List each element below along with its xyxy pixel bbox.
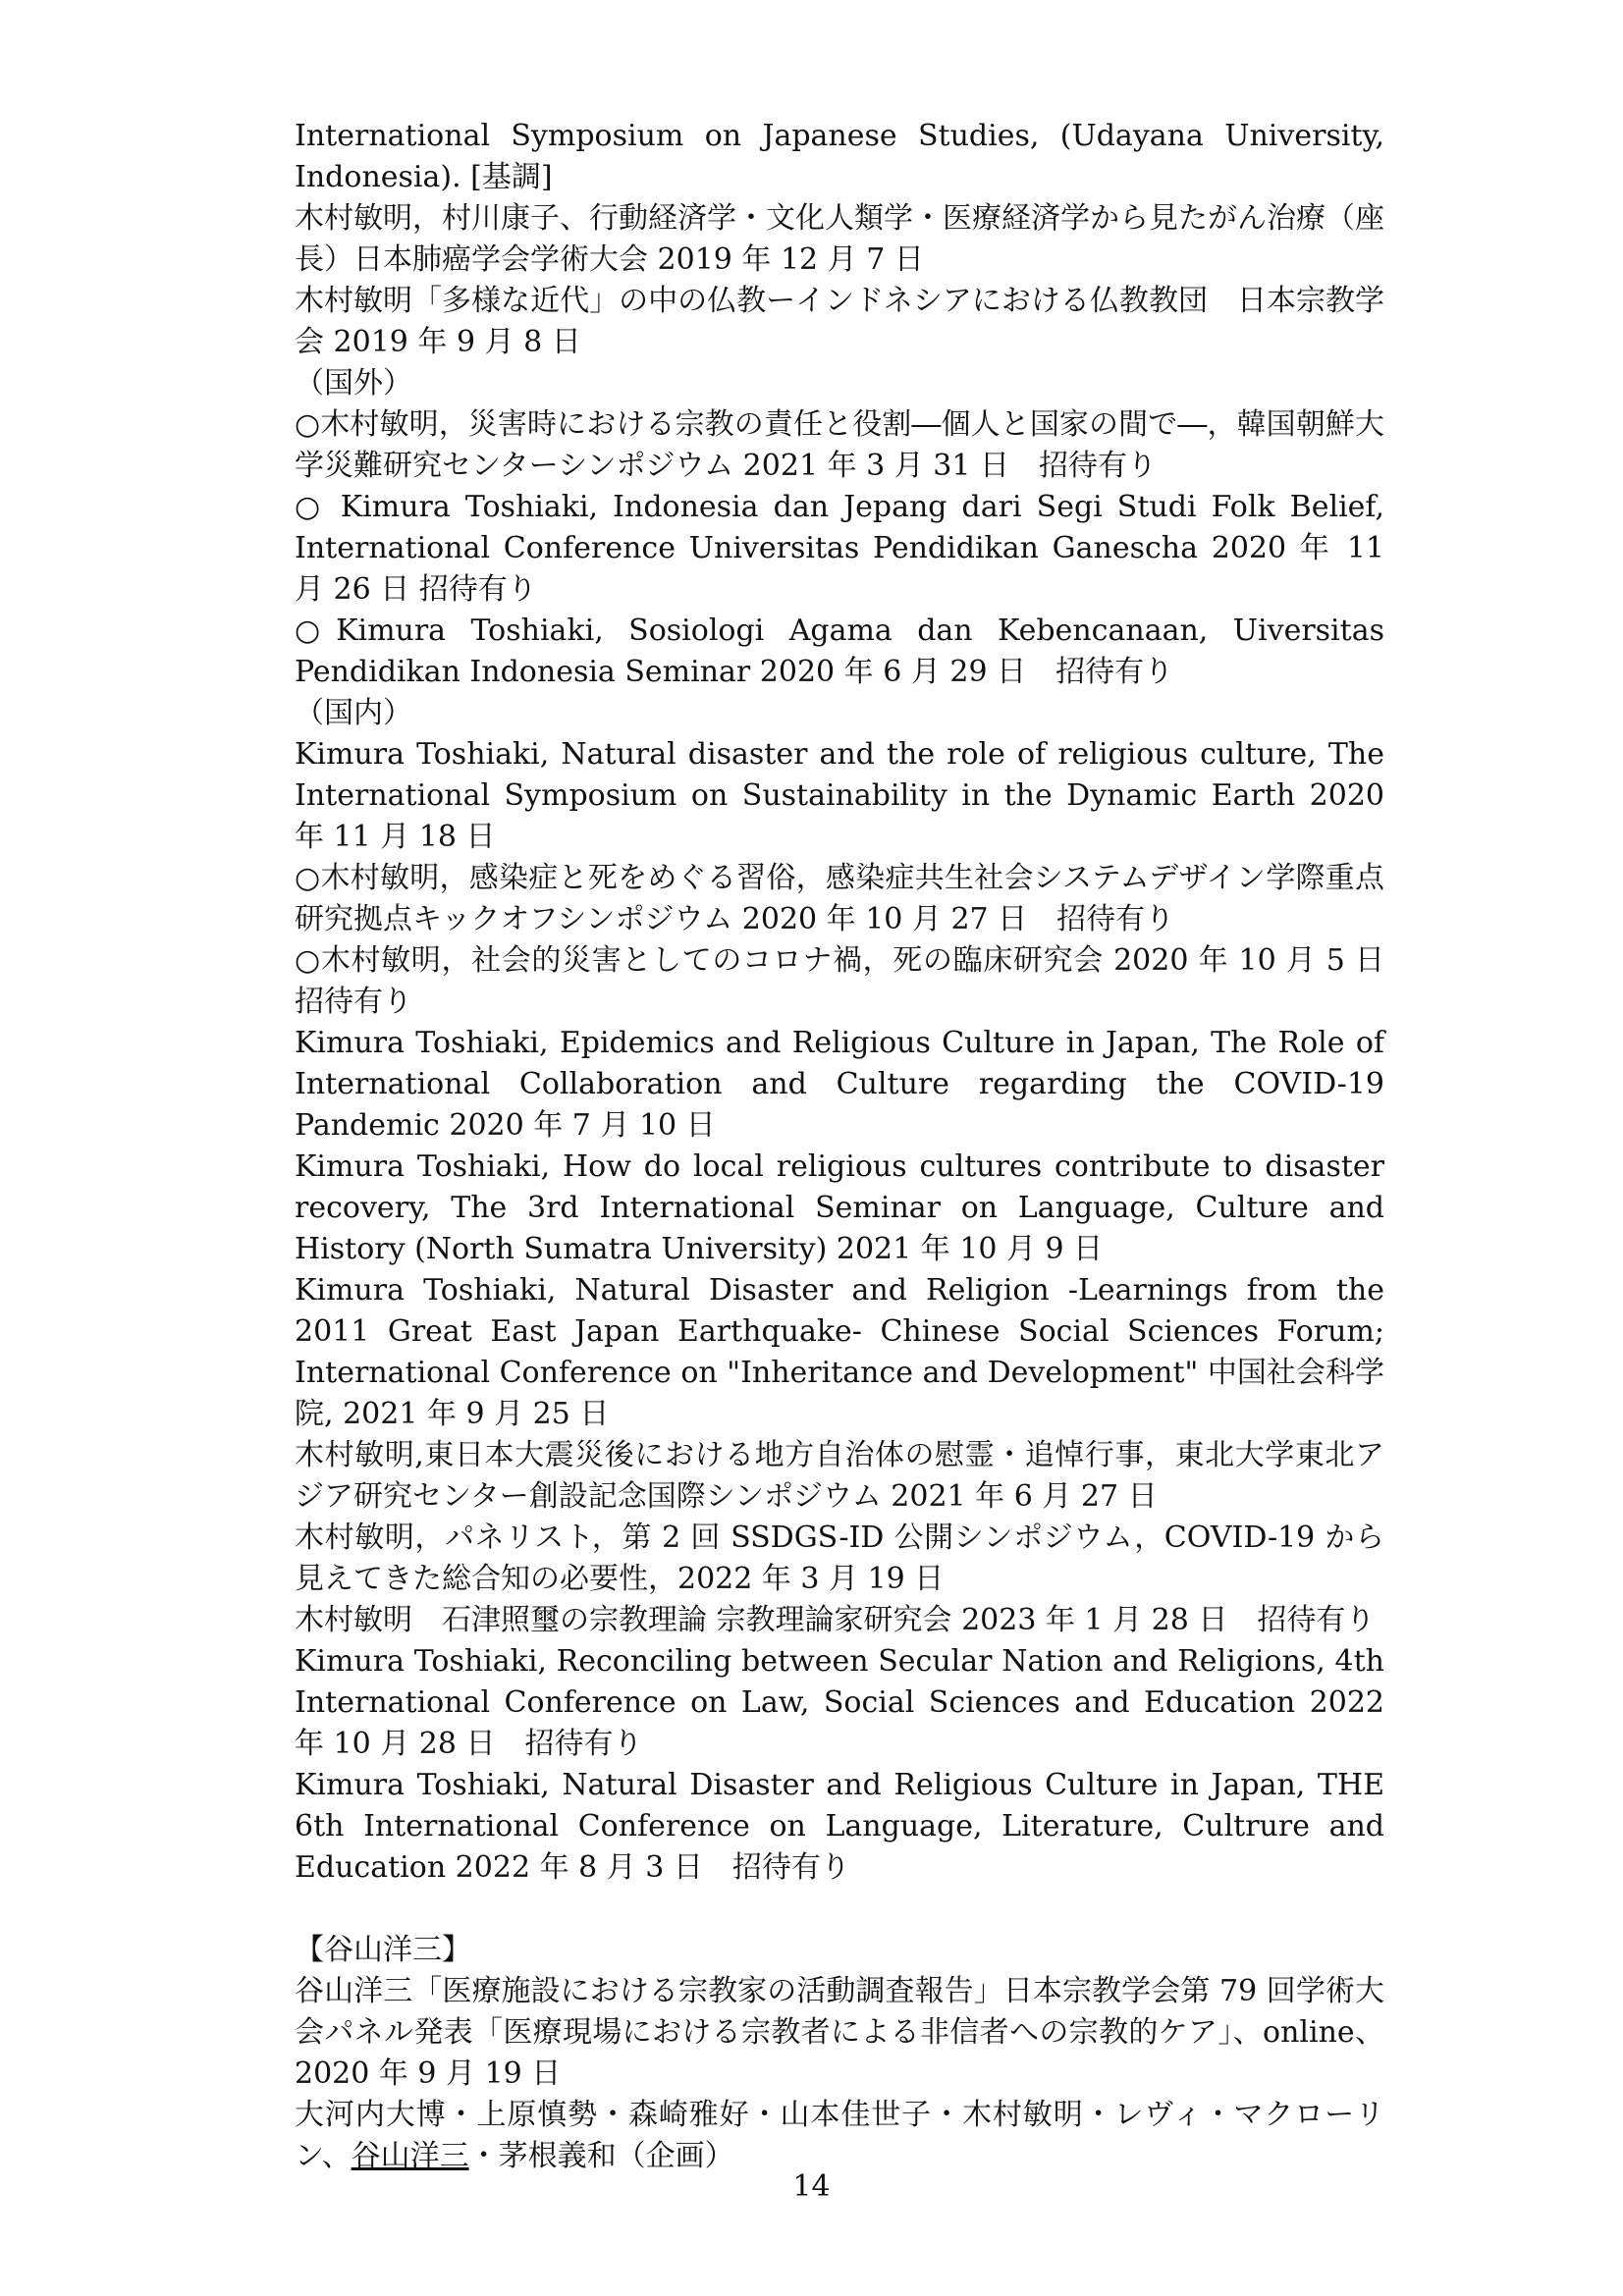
entry-text: ・茅根義和（企画） [468, 2139, 734, 2173]
entry: Kimura Toshiaki, Reconciling between Secular Nation and Religions, 4th International Conference on Law, Social Sciences and Education 2022 年 10 月 28 日 招待有り [295, 1644, 1384, 1761]
entry: Kimura Toshiaki, Natural Disaster and Religion -Learnings from the 2011 Great East Japan Earthquake- Chinese Social Sciences Forum; International Conference on "Inheritance and Development" 中国社会科学院, 2021 年 9 月 25 日 [295, 1273, 1384, 1431]
entry: ○ Kimura Toshiaki, Indonesia dan Jepang dari Segi Studi Folk Belief, International Conference Universitas Pendidikan Ganescha 2020 年 11 月 26 日 招待有り [295, 490, 1384, 607]
entry: 木村敏明，パネリスト，第 2 回 SSDGS-ID 公開シンポジウム，COVID-19 から見えてきた総合知の必要性，2022 年 3 月 19 日 [295, 1521, 1384, 1596]
entry: Kimura Toshiaki, Natural disaster and the role of religious culture, The International Symposium on Sustainability in the Dynamic Earth 2020 年 11 月 18 日 [295, 737, 1384, 854]
entry: Kimura Toshiaki, Epidemics and Religious Culture in Japan, The Role of International Collaboration and Culture regarding the COVID-19 Pandemic 2020 年 7 月 10 日 [295, 1026, 1384, 1143]
section-heading-taniyama: 【谷山洋三】 [295, 1933, 471, 1967]
entry [295, 2095, 1384, 2177]
entry: International Symposium on Japanese Studies, (Udayana University, Indonesia). [基調] [295, 119, 1384, 194]
underlined-author: 谷山洋三 [351, 2139, 469, 2173]
entry: ○木村敏明，感染症と死をめぐる習俗，感染症共生社会システムデザイン学際重点研究拠点キックオフシンポジウム 2020 年 10 月 27 日 招待有り [295, 861, 1384, 936]
entry: Kimura Toshiaki, Natural Disaster and Religious Culture in Japan, THE 6th International Conference on Language, Literature, Cultrure and Education 2022 年 8 月 3 日 招待有り [295, 1768, 1384, 1885]
entry: Kimura Toshiaki, How do local religious cultures contribute to disaster recovery, The 3rd International Seminar on Language, Culture and History (North Sumatra University) 2021 年 10 月 9 日 [295, 1149, 1384, 1266]
section-label-domestic: （国内） [295, 696, 412, 730]
entry: 木村敏明,東日本大震災後における地方自治体の慰霊・追悼行事，東北大学東北アジア研究センター創設記念国際シンポジウム 2021 年 6 月 27 日 [295, 1438, 1384, 1514]
entry: 木村敏明 石津照璽の宗教理論 宗教理論家研究会 2023 年 1 月 28 日 招待有り [295, 1603, 1376, 1637]
page-number: 14 [792, 2169, 831, 2204]
section-label-overseas: （国外） [295, 366, 412, 400]
entry: ○木村敏明，災害時における宗教の責任と役割―個人と国家の間で―，韓国朝鮮大学災難研究センターシンポジウム 2021 年 3 月 31 日 招待有り [295, 407, 1384, 483]
entry: 谷山洋三「医療施設における宗教家の活動調査報告」日本宗教学会第 79 回学術大会パネル発表「医療現場における宗教者による非信者への宗教的ケア」、online、2020 年 9 月 19 日 [295, 1974, 1384, 2091]
entry: 木村敏明「多様な近代」の中の仏教ーインドネシアにおける仏教教団 日本宗教学会 2019 年 9 月 8 日 [295, 284, 1384, 359]
document-body [295, 116, 1414, 2177]
entry-text: 大河内大博・上原慎勢・森崎雅好・山本佳世子・木村敏明・レヴィ・マクローリン、 [295, 2098, 1384, 2173]
entry: ○木村敏明，社会的災害としてのコロナ禍，死の臨床研究会 2020 年 10 月 5 日 招待有り [295, 943, 1414, 1019]
entry: ○Kimura Toshiaki, Sosiologi Agama dan Kebencanaan, Uiversitas Pendidikan Indonesia Seminar 2020 年 6 月 29 日 招待有り [295, 614, 1384, 689]
entry: 木村敏明，村川康子、行動経済学・文化人類学・医療経済学から見たがん治療（座長）日本肺癌学会学術大会 2019 年 12 月 7 日 [295, 201, 1384, 277]
